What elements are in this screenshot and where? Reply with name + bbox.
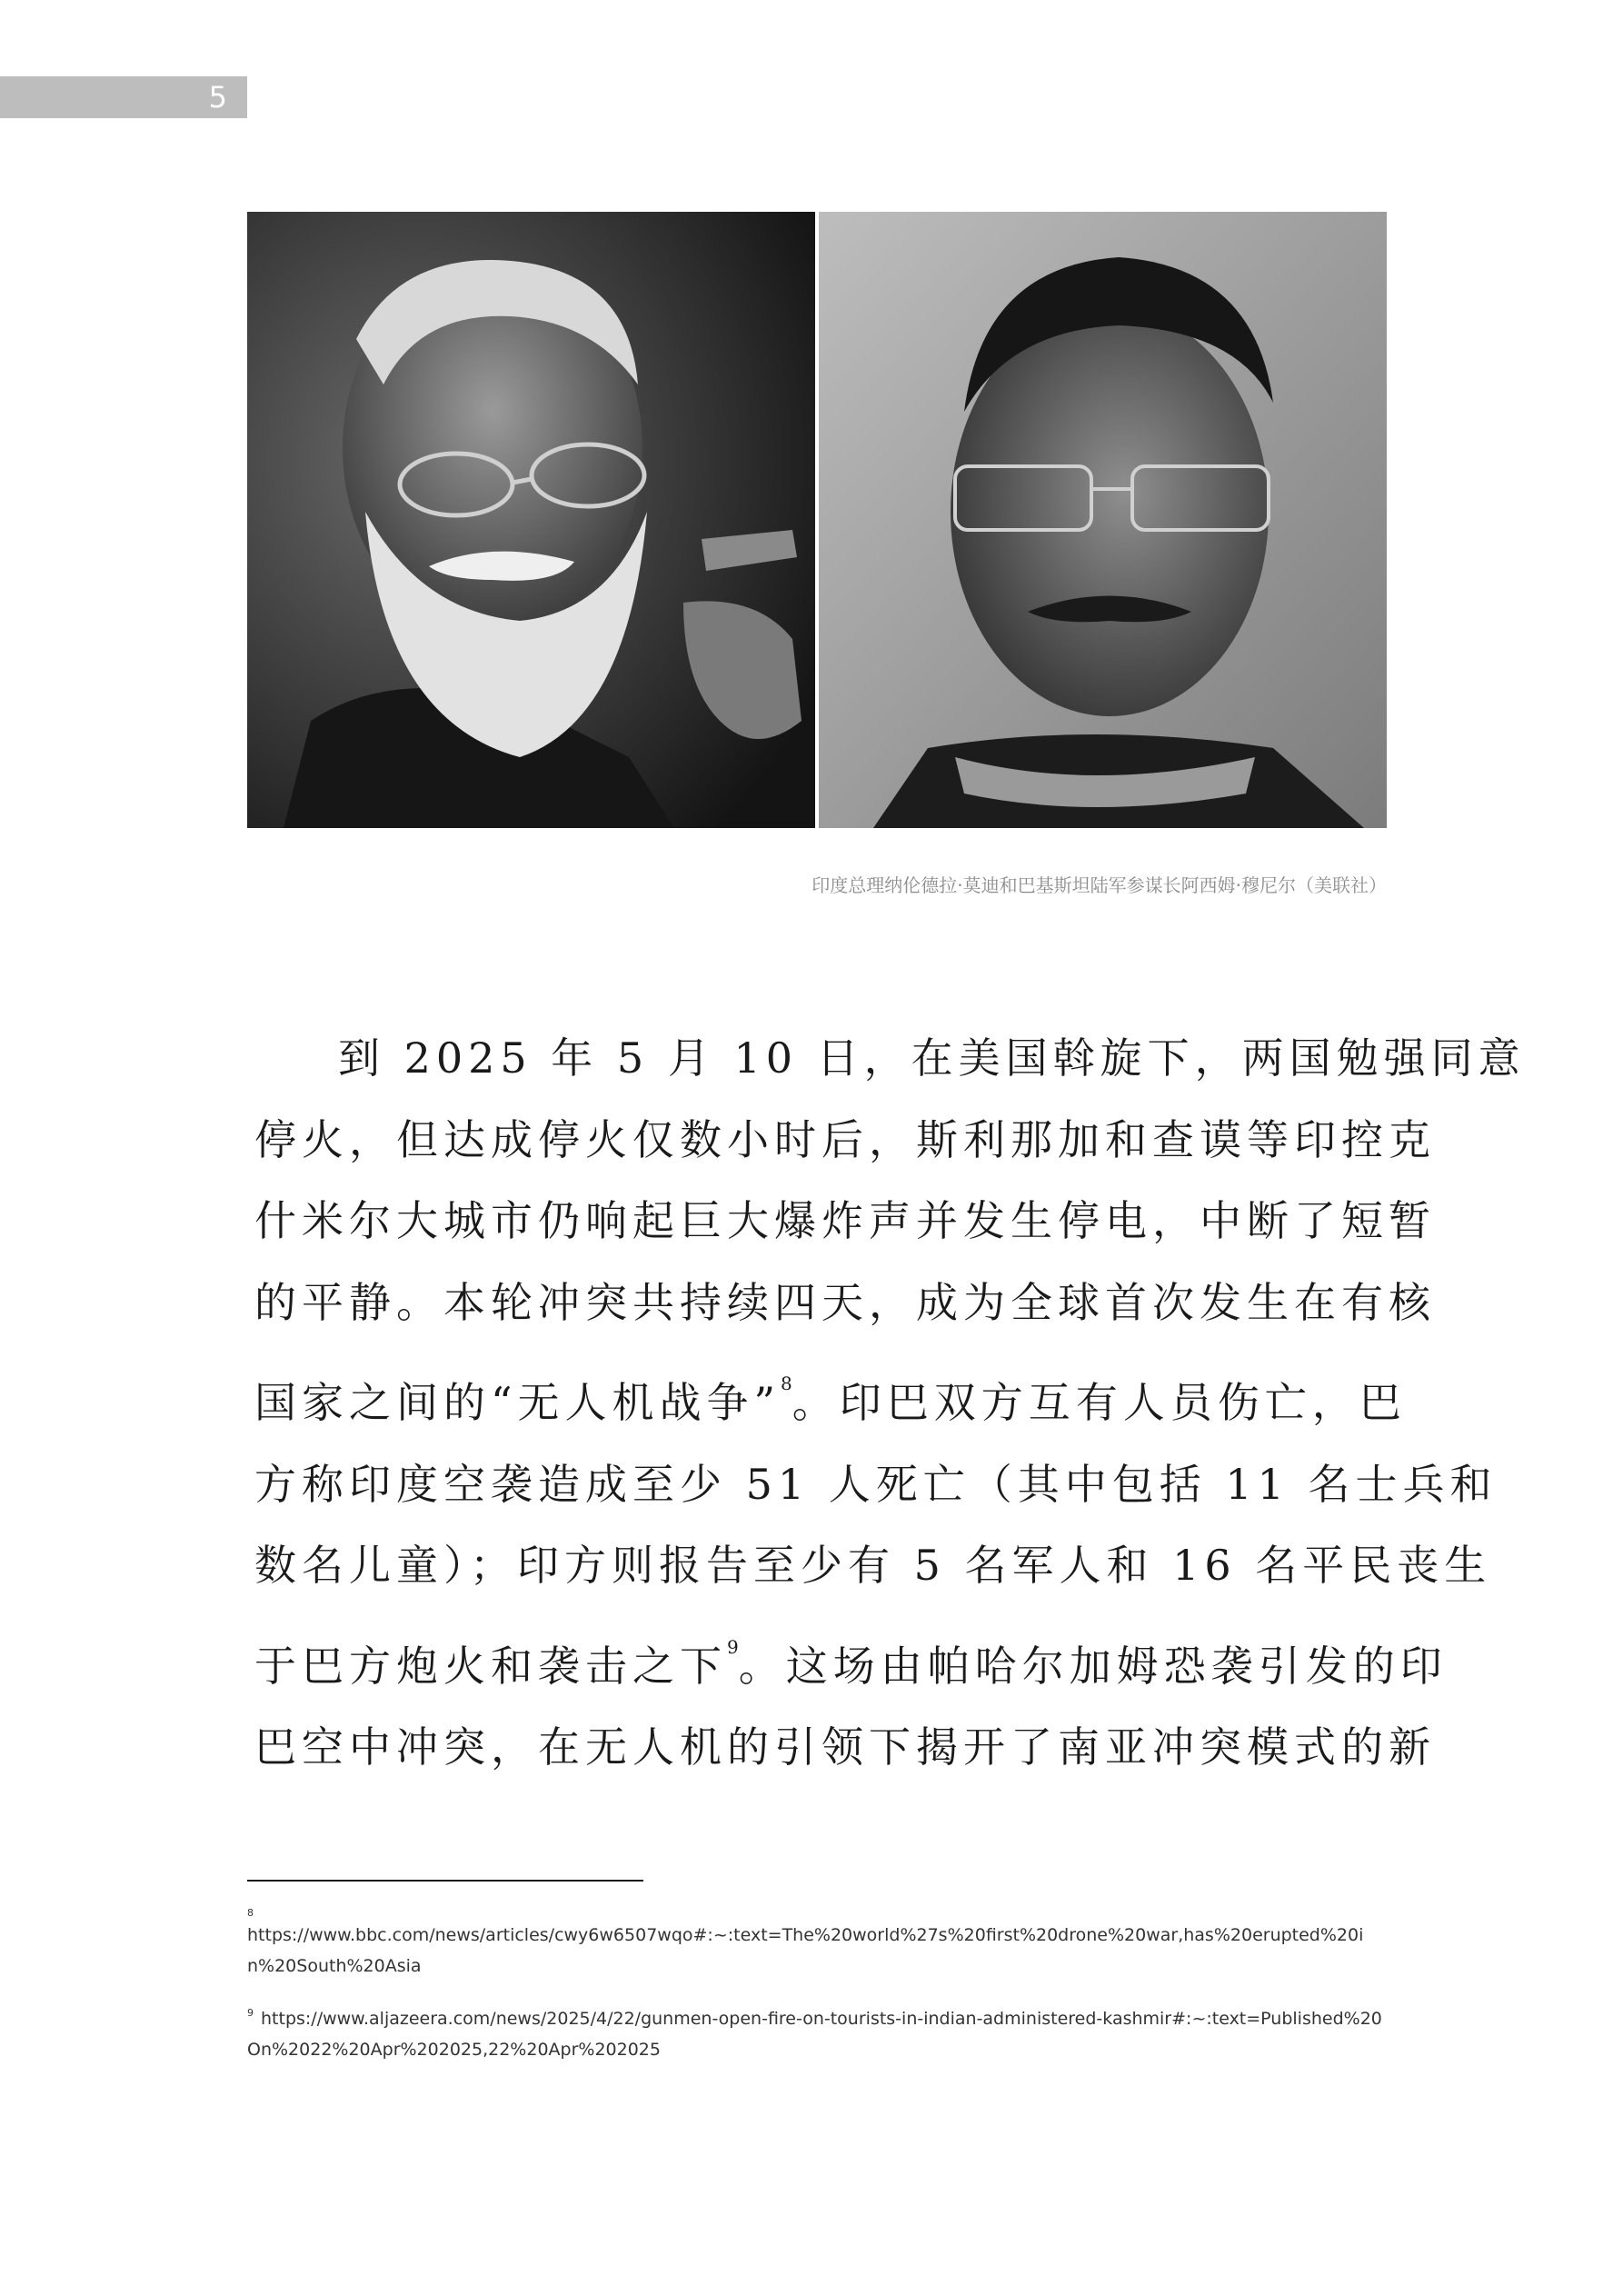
photo-pair — [247, 212, 1387, 828]
right-portrait-photo — [819, 212, 1387, 828]
portrait-photo-man-glasses-uniform-icon — [819, 212, 1387, 828]
body-line: 数名儿童）；印方则报告至少有 5 名军人和 16 名平民丧生 — [254, 1541, 1492, 1590]
footnote-ref-8[interactable]: 8 — [781, 1373, 792, 1394]
photo-caption: 印度总理纳伦德拉·莫迪和巴基斯坦陆军参谋长阿西姆·穆尼尔（美联社） — [812, 874, 1387, 896]
body-line: 巴空中冲突，在无人机的引领下揭开了南亚冲突模式的新 — [254, 1722, 1436, 1772]
body-line: 到 2025 年 5 月 10 日，在美国斡旋下，两国勉强同意 — [338, 1033, 1526, 1083]
footnote-8 — [247, 1907, 1387, 1982]
left-portrait-photo — [247, 212, 815, 828]
page-number-tab — [0, 76, 247, 118]
body-line: 于巴方炮火和袭击之下$^9$。这场由帕哈尔加姆恐袭引发的印 — [254, 1635, 1448, 1691]
page-number: 5 — [208, 80, 227, 115]
footnote-divider — [247, 1880, 643, 1882]
portrait-photo-bearded-man-icon — [247, 212, 815, 828]
body-paragraph — [254, 1018, 1526, 1789]
footnotes — [247, 1907, 1387, 2081]
body-line: 国家之间的“无人机战争”$^8$。印巴双方互有人员伤亡，巴 — [254, 1373, 1407, 1427]
footnote-link[interactable]: https://www.bbc.com/news/articles/cwy6w6507wqo#:~:text=The%20world%27s%20first%20drone%20war,has%20erupted%20in%20South%20Asia — [247, 1925, 1364, 1976]
body-line: 什米尔大城市仍响起巨大爆炸声并发生停电，中断了短暂 — [254, 1196, 1436, 1245]
footnote-link[interactable]: https://www.aljazeera.com/news/2025/4/22/gunmen-open-fire-on-tourists-in-indian-administered-kashmir#:~:text=Published%20On%2022%20Apr%202025,22%20Apr%202025 — [247, 2009, 1382, 2060]
footnote-number: 8 — [247, 1907, 254, 1919]
footnote-9 — [247, 1998, 1387, 2065]
footnote-number: 9 — [247, 2007, 254, 2019]
body-line: 停火，但达成停火仅数小时后，斯利那加和查谟等印控克 — [254, 1114, 1436, 1164]
body-line: 方称印度空袭造成至少 51 人死亡（其中包括 11 名士兵和 — [254, 1459, 1498, 1509]
body-line: 的平静。本轮冲突共持续四天，成为全球首次发生在有核 — [254, 1277, 1436, 1327]
footnote-ref-9[interactable]: 9 — [727, 1635, 739, 1658]
